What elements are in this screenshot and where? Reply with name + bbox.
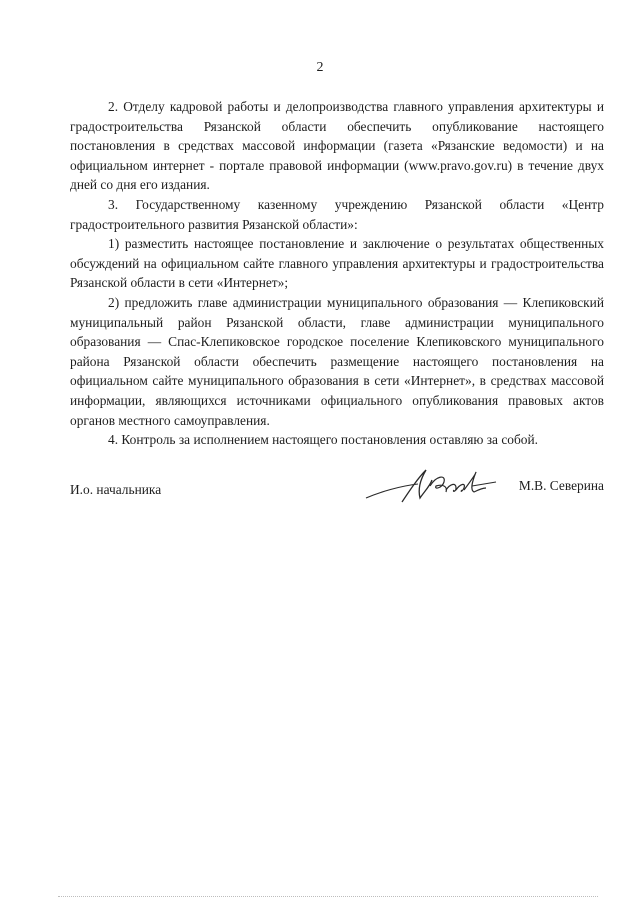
paragraph-3: 3. Государственному казенному учреждению Рязанской области «Центр градостроительного развития Рязанской области»: (70, 196, 604, 232)
paragraph-4: 4. Контроль за исполнением настоящего постановления оставляю за собой. (108, 432, 539, 448)
document-body (70, 97, 604, 450)
paragraph-3-item-1: 1) разместить настоящее постановление и заключение о результатах общественных обсуждений на официальном сайте главного управления архитектуры и градостроительства Рязанской области в сети «Интернет»; (70, 236, 604, 291)
paragraph-3-item-2: 2) предложить главе администрации муниципального образования — Клепиковский муниципальный район Рязанской области, главе администрации муниципального образования — Спас-Клепиковское городское поселение Клепиковского муниципального района Рязанской области обеспечить размещение настоящего постановления на официальном сайте муниципального образования в сети «Интернет», в средствах массовой информации, являющихся источниками официального опубликования правовых актов органов местного самоуправления. (70, 294, 604, 428)
page-bottom-edge (58, 896, 598, 897)
page-number: 2 (316, 60, 324, 75)
handwritten-signature (360, 464, 500, 508)
signatory-position: И.о. начальника (70, 482, 162, 497)
signature-block (70, 478, 604, 518)
paragraph-2: 2. Отделу кадровой работы и делопроизводства главного управления архитектуры и градостроительства Рязанской области обеспечить опубликование настоящего постановления в средствах массовой информации (газета «Рязанские ведомости) и на официальном интернет - портале правовой информации (www.pravo.gov.ru) в течение двух дней со дня его издания. (70, 99, 604, 193)
signatory-name: М.В. Северина (518, 478, 604, 493)
